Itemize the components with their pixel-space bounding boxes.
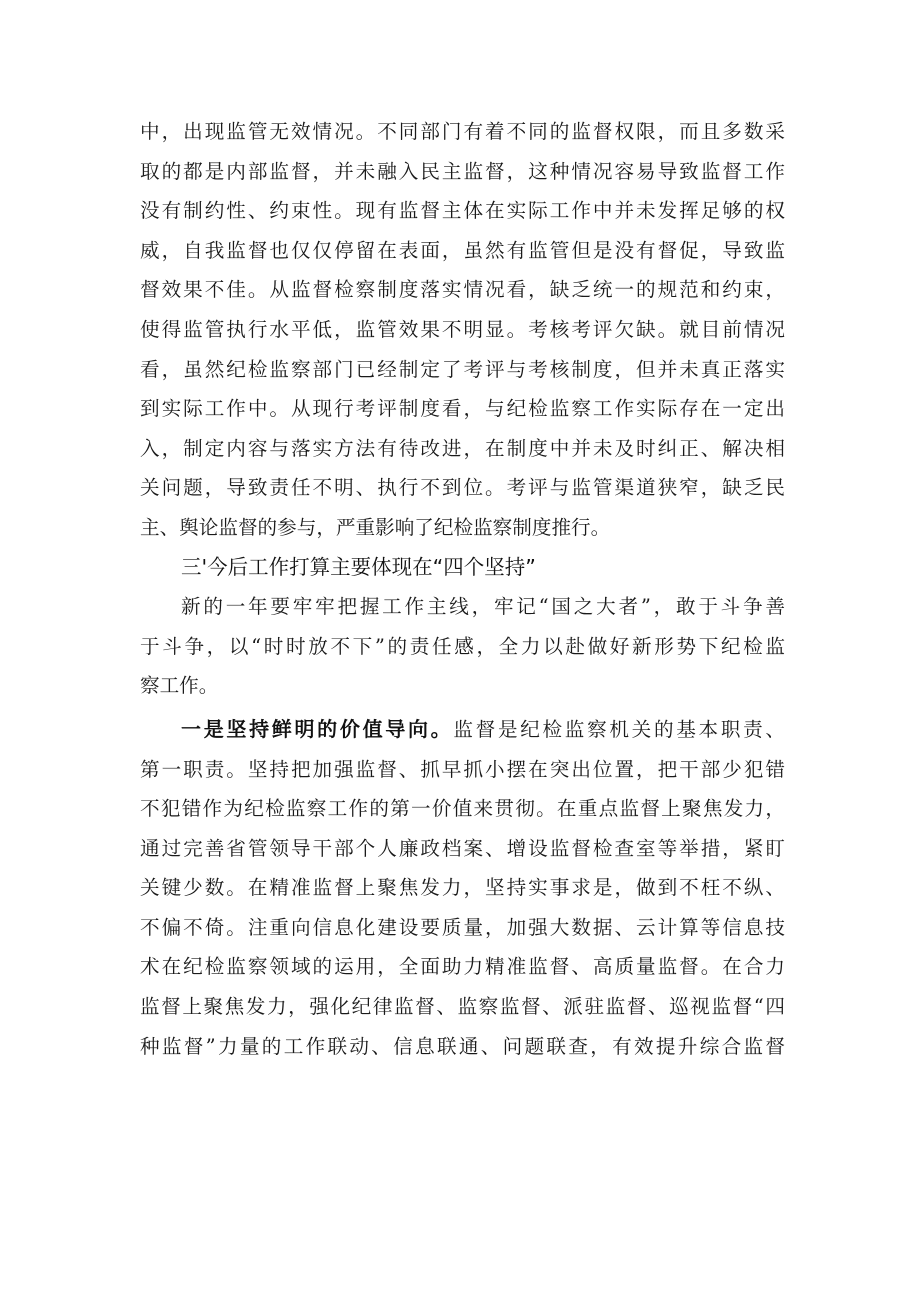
text-line: 于斗争，以“时时放不下”的责任感，全力以赴做好新形势下纪检监 — [140, 634, 785, 658]
text-line: 不犯错作为纪检监察工作的第一价值来贯彻。在重点监督上聚焦发力， — [140, 797, 785, 821]
text-line: 监督上聚焦发力，强化纪律监督、监察监督、派驻监督、巡视监督“四 — [140, 995, 785, 1019]
text-line: 使得监管执行水平低，监管效果不明显。考核考评欠缺。就目前情况 — [140, 317, 785, 341]
text-line: 取的都是内部监督，并未融入民主监督，这种情况容易导致监督工作 — [140, 159, 785, 183]
text-line: 督效果不佳。从监督检察制度落实情况看，缺乏统一的规范和约束， — [140, 278, 785, 302]
text-line: 关键少数。在精准监督上聚焦发力，坚持实事求是，做到不枉不纵、 — [140, 876, 785, 900]
text-line — [140, 710, 785, 750]
text-line: 种监督”力量的工作联动、信息联通、问题联查，有效提升综合监督 — [140, 1034, 785, 1058]
text-line: 到实际工作中。从现行考评制度看，与纪检监察工作实际存在一定出 — [140, 397, 785, 421]
paragraph-lead-heading: 一是坚持鲜明的价值导向。 — [181, 716, 454, 741]
document-page — [140, 112, 785, 1066]
paragraph-value-orientation — [140, 710, 785, 1066]
text-line: 察工作。 — [140, 674, 219, 698]
text-line: 中，出现监管无效情况。不同部门有着不同的监督权限，而且多数采 — [140, 120, 785, 143]
text-line: 关问题，导致责任不明、执行不到位。考评与监管渠道狭窄，缺乏民 — [140, 476, 785, 500]
paragraph-continued — [140, 112, 785, 548]
text-line: 通过完善省管领导干部个人廉政档案、增设监督检查室等举措，紧盯 — [140, 836, 785, 860]
text-line: 威，自我监督也仅仅停留在表面，虽然有监管但是没有督促，导致监 — [140, 238, 785, 262]
paragraph-lead-rest: 监督是纪检监察机关的基本职责、 — [453, 717, 785, 741]
text-line: 主、舆论监督的参与，严重影响了纪检监察制度推行。 — [140, 515, 611, 539]
text-line: 看，虽然纪检监察部门已经制定了考评与考核制度，但并未真正落实 — [140, 357, 785, 381]
text-line: 入，制定内容与落实方法有待改进，在制度中并未及时纠正、解决相 — [140, 436, 785, 460]
text-line: 没有制约性、约束性。现有监督主体在实际工作中并未发挥足够的权 — [140, 199, 785, 223]
section-heading: 三'今后工作打算主要体现在“四个坚持” — [181, 554, 536, 579]
text-line: 术在纪检监察领域的运用，全面助力精准监督、高质量监督。在合力 — [140, 955, 785, 979]
text-line: 不偏不倚。注重向信息化建设要质量，加强大数据、云计算等信息技 — [140, 915, 785, 939]
paragraph-intro — [140, 587, 785, 706]
text-line: 新的一年要牢牢把握工作主线，牢记“国之大者”，敢于斗争善 — [181, 595, 785, 619]
text-line: 第一职责。坚持把加强监督、抓早抓小摆在突出位置，把干部少犯错 — [140, 757, 785, 781]
